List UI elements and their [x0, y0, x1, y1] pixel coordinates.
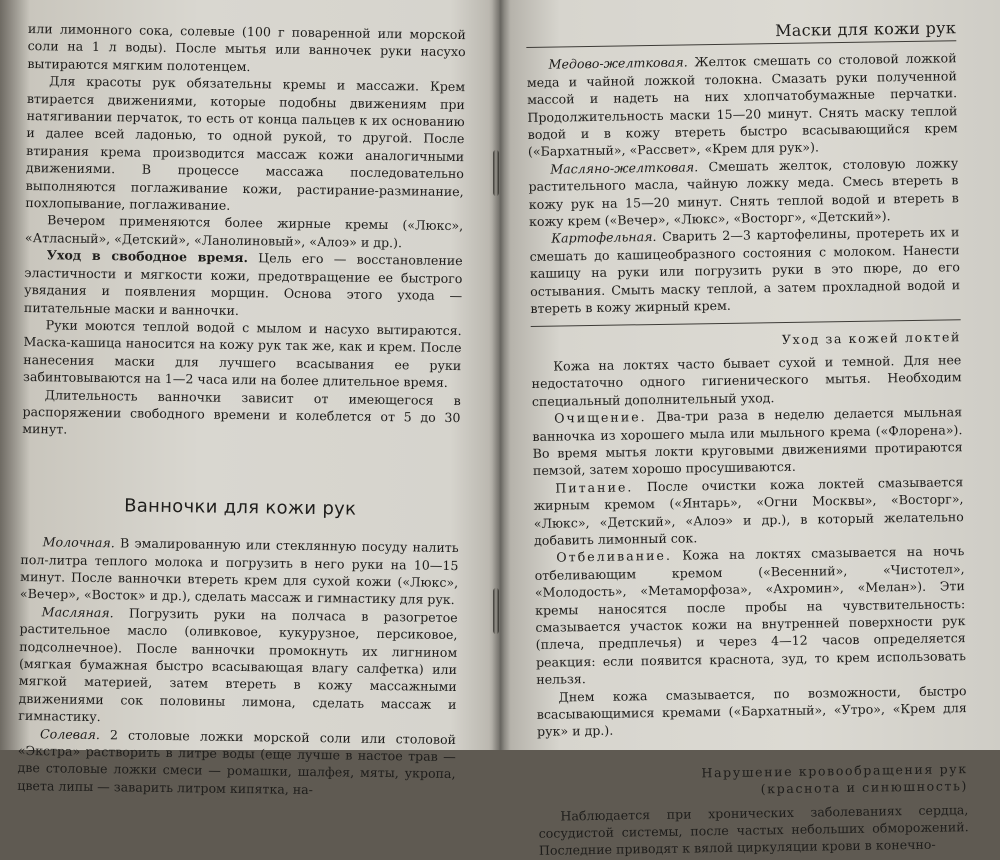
- paragraph-body: Сварить 2—3 картофелины, протереть их и смешать до кашицеобразного состояния с молоком. Нанести кашицу на руки или погрузить руки в это пюре, до его остывания. Смыть маску теплой, а затем прохладной водой и втереть в кожу жирный крем.: [529, 224, 961, 317]
- paragraph: или лимонного сока, солевые (100 г поваренной или морской соли на 1 л воды). После мытья или ванночек руки насухо вытираются мягким полотенцем.: [27, 20, 466, 74]
- paragraph: Кожа на локтях часто бывает сухой и темной. Для нее недостаточно одного гигиенического мытья. Необходим специальный дополнительный уход.: [531, 352, 962, 409]
- paragraph-lead: Молочная.: [42, 534, 115, 551]
- paragraph: Длительность ванночки зависит от имеющегося в распоряжении свободного времени и колеблется от 5 до 30 минут.: [22, 386, 461, 437]
- right-page: [526, 19, 969, 860]
- paragraph: [17, 725, 456, 801]
- subsection-heading: Уход за кожей локтей: [781, 328, 962, 347]
- book-spine: [489, 0, 511, 750]
- paragraph: [534, 543, 966, 689]
- binding-staple: [493, 150, 499, 196]
- paragraph-lead: Питание.: [555, 479, 634, 496]
- paragraph: [18, 603, 458, 731]
- paragraph: [529, 224, 960, 318]
- paragraph-lead: Очищение.: [554, 409, 647, 426]
- paragraph-lead: Масляная.: [41, 604, 114, 621]
- paragraph-body: Цель его — восстановление эластичности и мягкости кожи, предотвращение ее быстрого увядания и появления морщин. Основа этого ухода — питательные маски и ванночки.: [23, 250, 463, 318]
- running-head: Маски для кожи рук: [774, 18, 957, 41]
- paragraph: [526, 50, 958, 161]
- paragraph-body: Желток смешать со столовой ложкой меда и чайной ложкой толокна. Смазать руки полученной массой и надеть на них хлопчатобумажные перчатки. Продолжительность маски 15—20 минут. Снять маску теплой водой и в кожу втереть быстро всасывающийся крем («Бархатный», «Рассвет», «Крем для рук»).: [526, 50, 958, 160]
- paragraph: Руки моются теплой водой с мылом и насухо вытираются. Маска-кашица наносится на кожу рук так же, как и крем. После нанесения маски для лучшего всасывания ее руки забинтовываются на 1—2 часа или на более длительное время.: [22, 317, 462, 391]
- subsection-subheading: (краснота и синюшность): [760, 778, 969, 797]
- paragraph: Для красоты рук обязательны кремы и массажи. Крем втирается движениями, которые подобны движениям при натягивании перчаток, то есть от конца пальцев к их основанию и далее всей ладонью, то одной рукой, то другой. После втирания крема производится массаж кожи аналогичными движениями. В процессе массажа последовательно выполняются поглаживание кожи, растирание-разминание, похлопывание, поглаживание.: [25, 73, 466, 213]
- paragraph: [20, 533, 459, 609]
- paragraph-body: Кожа на локтях смазывается на ночь отбеливающим кремом («Весенний», «Чистотел», «Молодость», «Метаморфоза», «Ахромин», «Мелан»). Эти кремы наносятся после пробы на чувствительность: смазывается участок кожи на внутренней поверхности рук (плеча, предплечья) и через 4—12 часов определяется реакция: если появится краснота, зуд, то крем использовать нельзя.: [534, 543, 967, 688]
- paragraph-body: В эмалированную или стеклянную посуду налить пол-литра теплого молока и погрузить в него руки на 10—15 минут. После ванночки втереть крем для сухой кожи («Люкс», «Вечер», «Восток» и др.), сделать массаж и гимнастику для рук.: [19, 535, 459, 608]
- paragraph-lead: Солевая.: [39, 725, 101, 742]
- binding-staple: [493, 588, 499, 634]
- paragraph: [532, 403, 963, 479]
- paragraph-lead: Масляно-желтковая.: [550, 159, 699, 177]
- paragraph-body: Смешать желток, столовую ложку растительного масла, чайную ложку меда. Смесь втереть в кожу рук на 15—20 минут. Снять теплой водой и втереть в кожу крем («Вечер», «Люкс», «Восторг», «Детский»).: [528, 155, 959, 230]
- paragraph: Вечером применяются более жирные кремы («Люкс», «Атласный», «Детский», «Ланолиновый», «Алоэ» и др.).: [24, 212, 464, 251]
- paragraph-lead: Медово-желтковая.: [548, 54, 688, 73]
- paragraph-body: Погрузить руки на полчаса в разогретое растительное масло (оливковое, кукурузное, персиковое, подсолнечное). После ванночки промокнуть их лигнином (мягкая бумажная быстро всасывающая влагу салфетка) или мягкой материей, затем втереть в кожу массажными движениями сок половины лимона, сделать массаж и гимнастику.: [18, 605, 458, 725]
- left-page: [17, 20, 466, 800]
- paragraph: [533, 473, 964, 549]
- paragraph-lead: Отбеливание.: [556, 548, 673, 565]
- paragraph-lead: Картофельная.: [551, 229, 657, 247]
- paragraph-body: После очистки кожа локтей смазывается жирным кремом («Янтарь», «Огни Москвы», «Восторг», «Люкс», «Детский», «Алоэ» и др.), в который желательно добавить лимонный сок.: [533, 473, 964, 548]
- paragraph-body: Два-три раза в неделю делается мыльная ванночка из хорошего мыла или мыльного крема («Флорена»). Во время мытья локти круговыми движениями протираются пемзой, затем хорошо просушиваются.: [532, 404, 963, 479]
- section-title: Ванночки для кожи рук: [124, 495, 357, 520]
- paragraph: Днем кожа смазывается, по возможности, быстро всасывающимися кремами («Бархатный», «Утро», «Крем для рук» и др.).: [536, 682, 967, 740]
- paragraph: [528, 154, 959, 230]
- paragraph: [24, 246, 463, 322]
- paragraph-body: 2 столовые ложки морской соли или столовой «Экстра» растворить в литре воды (еще лучше в настое трав — две столовые ложки смеси — ромашки, шалфея, мяты, укропа, цвета липы — заварить литром кипятка, на-: [17, 726, 457, 797]
- paragraph: Наблюдается при хронических заболеваниях сердца, сосудистой системы, после частых небольших обморожений. Последние приводят к вялой циркуляции крови в конечно-: [538, 801, 969, 859]
- subsection-heading: Нарушение кровообращения рук: [701, 760, 968, 781]
- paragraph-lead: Уход в свободное время.: [46, 247, 249, 266]
